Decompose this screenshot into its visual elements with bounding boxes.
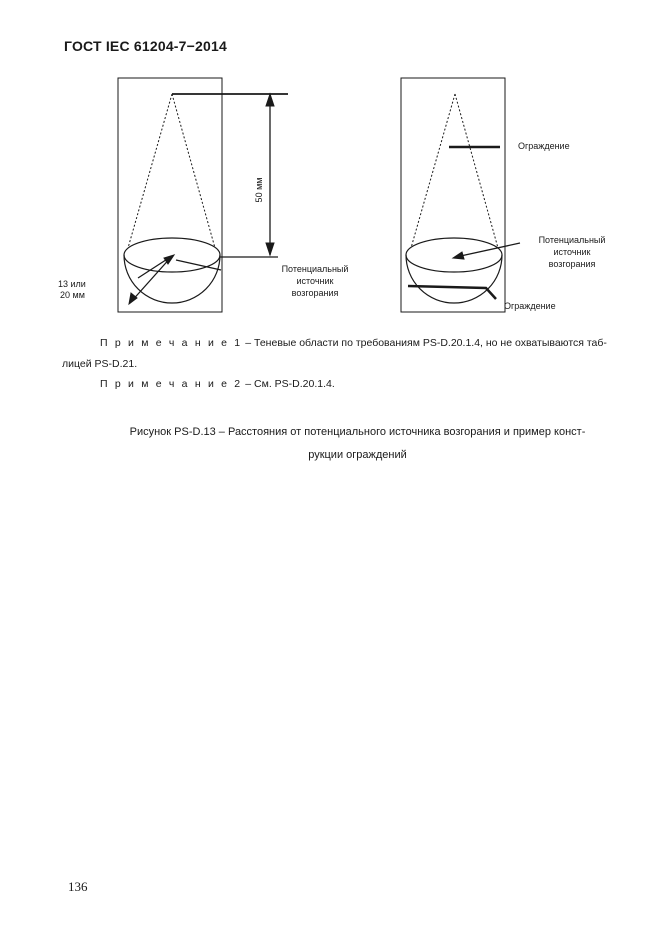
left-source-label-3: возгорания (291, 288, 339, 298)
right-source-arrowhead (453, 252, 464, 259)
document-header: ГОСТ IEC 61204-7−2014 (64, 38, 227, 54)
right-source-arrow (456, 243, 520, 257)
left-distance-label-1: 13 или (58, 279, 86, 289)
right-cone (411, 94, 498, 248)
left-enclosure-outline (118, 78, 222, 312)
left-dimension-arrow-top (266, 94, 274, 106)
left-dimension-arrow-bottom (266, 243, 274, 255)
left-radius-arrow-down (130, 256, 172, 303)
note-1 (100, 333, 607, 354)
note-1-prefix: П р и м е ч а н и е 1 (100, 337, 243, 349)
left-source-label-1: Потенциальный (281, 264, 349, 274)
figure-caption (90, 421, 625, 467)
right-bottom-barrier (408, 286, 496, 299)
page-number: 136 (68, 879, 88, 894)
right-enclosure-outline (401, 78, 505, 312)
right-barrier-top-label: Ограждение (518, 141, 570, 151)
right-bowl (406, 255, 502, 303)
right-source-label-1: Потенциальный (538, 235, 606, 245)
figure-fire-enclosure-diagram (0, 0, 661, 330)
left-bowl (124, 255, 220, 303)
right-bowl-rim (406, 238, 502, 272)
right-source-label-2: источник (553, 247, 591, 257)
left-source-label-2: источник (296, 276, 334, 286)
right-panel (401, 78, 520, 312)
note-1-continuation: лицей PS-D.21. (62, 358, 138, 370)
note-2 (100, 374, 335, 395)
right-source-label-3: возгорания (548, 259, 596, 269)
left-cone (128, 94, 215, 248)
right-barrier-bottom-label: Ограждение (504, 301, 556, 311)
left-radius-arrow-right (176, 260, 221, 270)
note-1-text: – Теневые области по требованиям PS-D.20.1.4, но не охватываются таб- (242, 337, 607, 349)
figure-caption-line-1: Рисунок PS-D.13 – Расстояния от потенциального источника возгорания и пример конст- (129, 426, 586, 438)
left-dimension-label: 50 мм (254, 177, 264, 203)
note-2-text: – См. PS-D.20.1.4. (242, 378, 335, 390)
left-distance-label-2: 20 мм (60, 290, 85, 300)
figure-caption-line-2: рукции ограждений (308, 449, 407, 461)
left-radius-arrowhead-down (129, 293, 137, 304)
note-2-prefix: П р и м е ч а н и е 2 (100, 378, 243, 390)
